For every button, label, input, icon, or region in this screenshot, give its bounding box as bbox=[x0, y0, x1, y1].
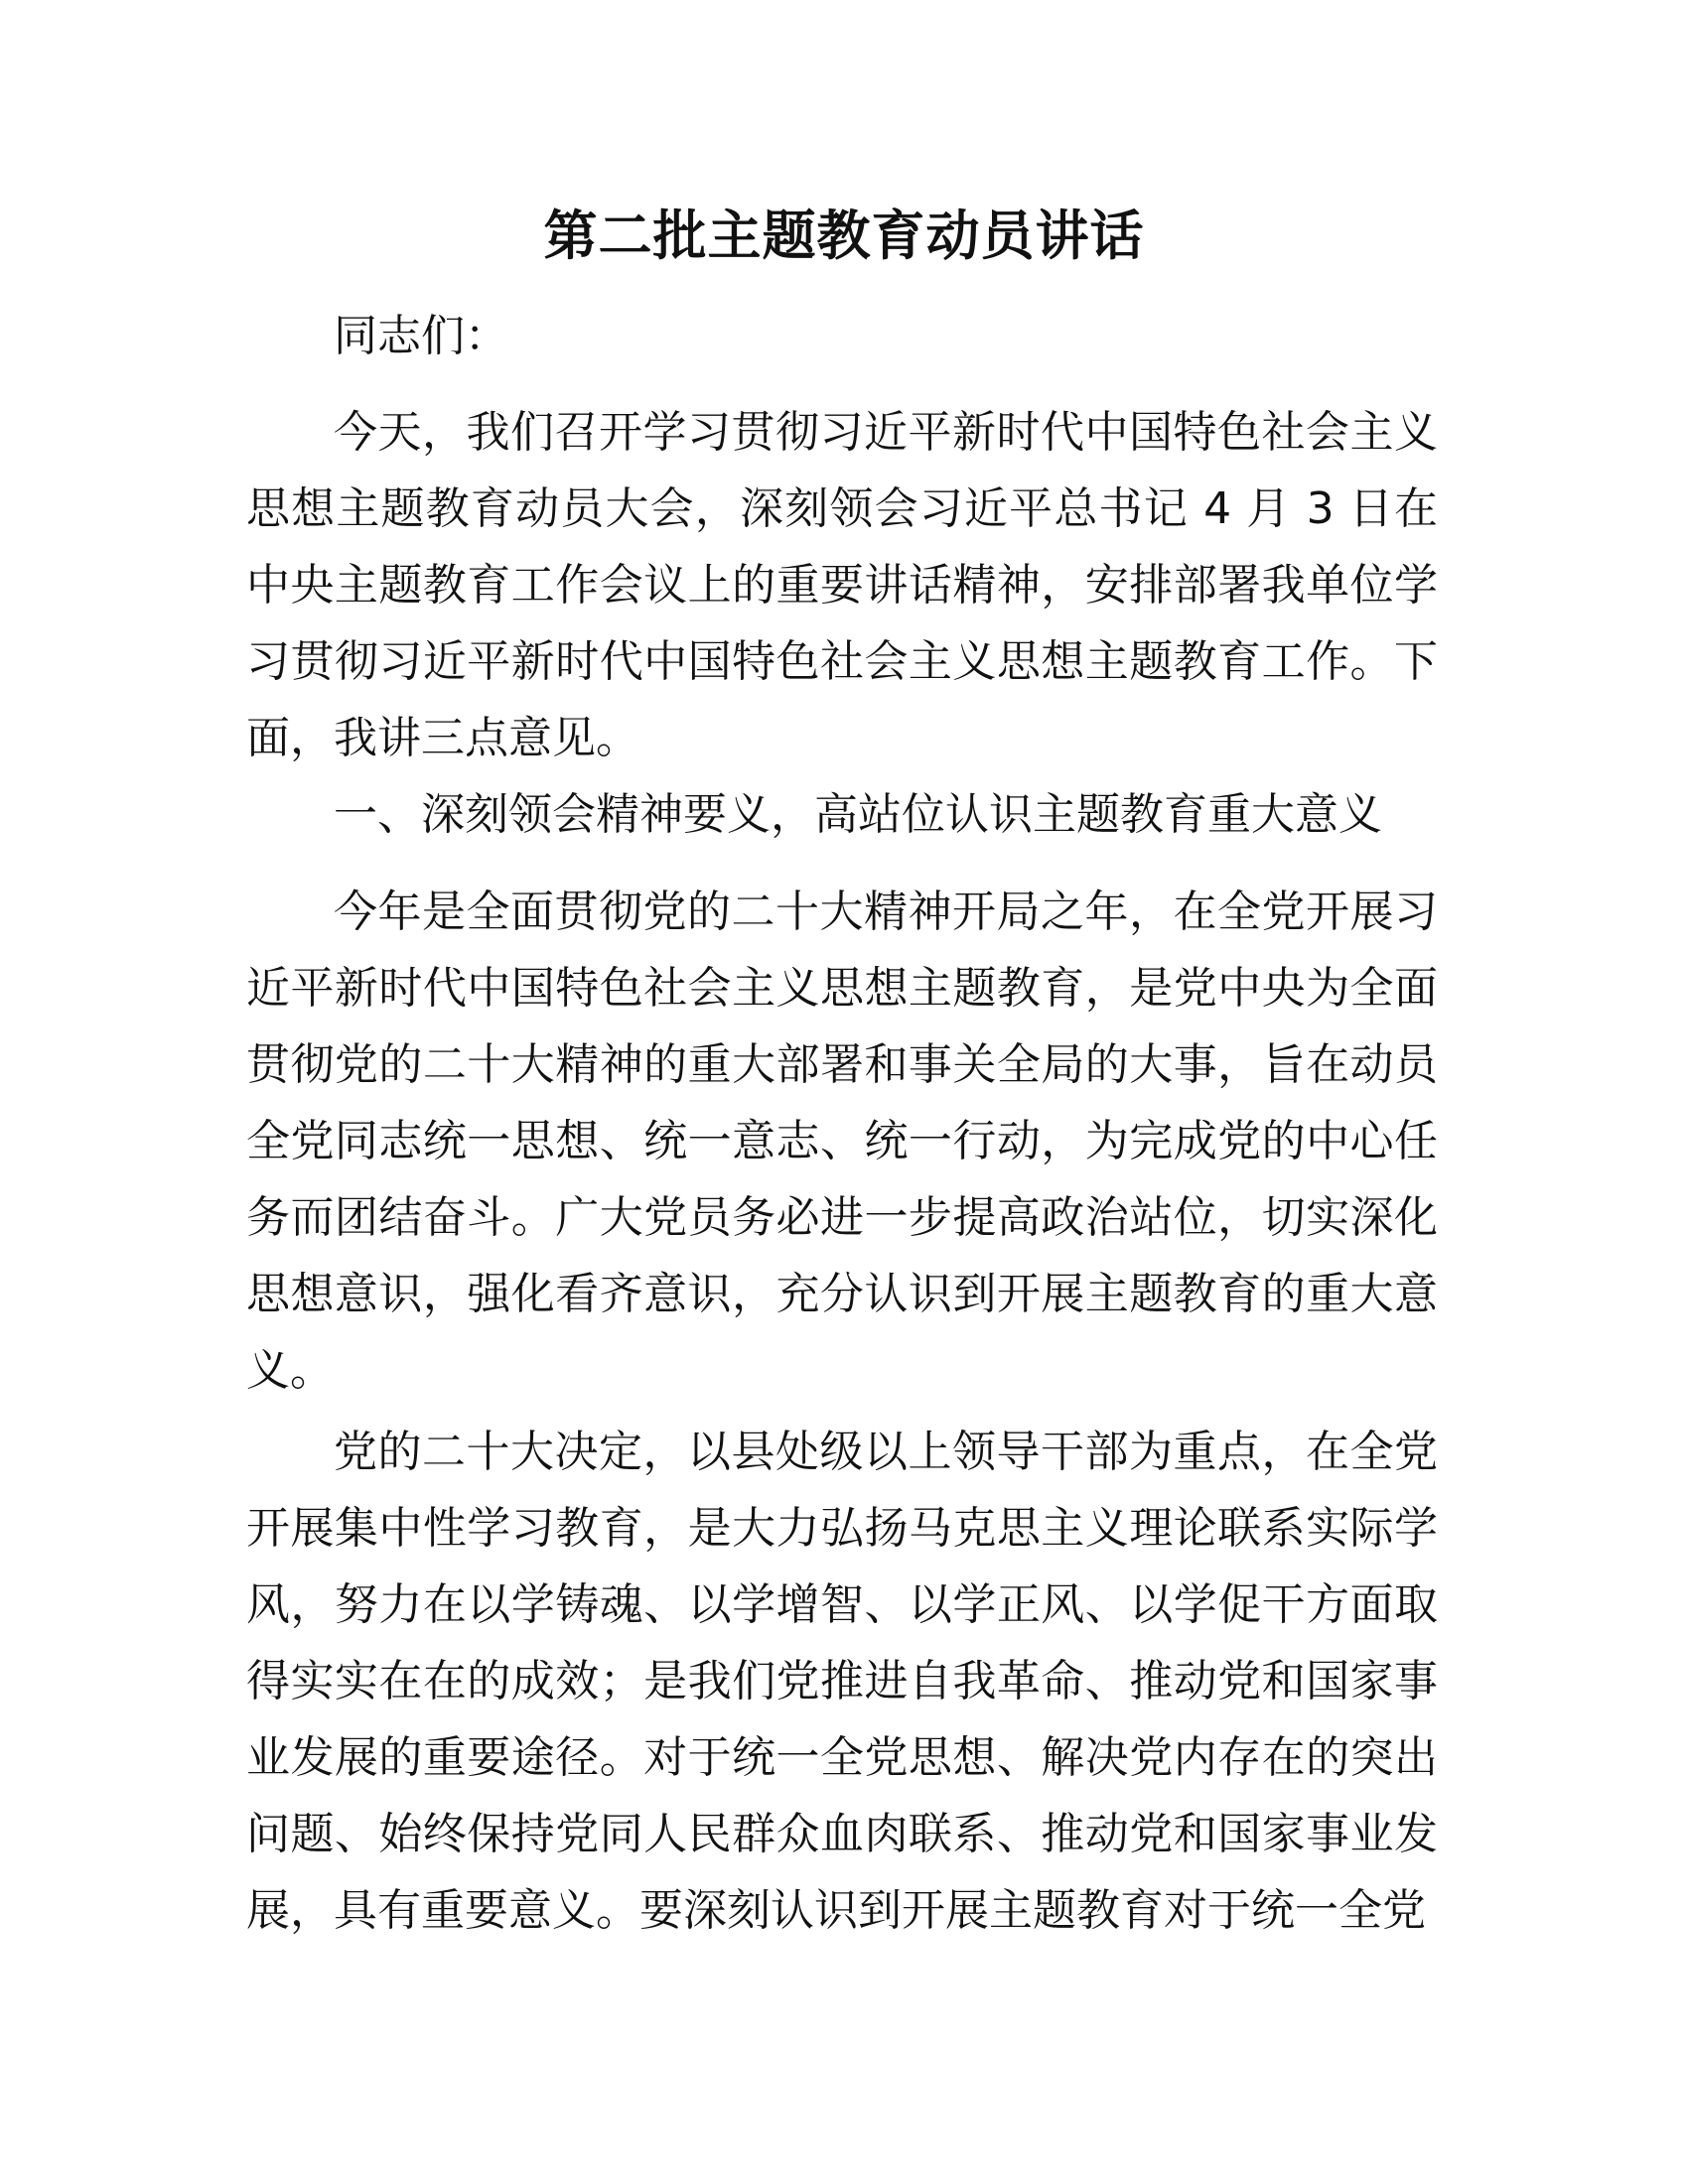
document-title: 第二批主题教育动员讲话 bbox=[543, 205, 1145, 267]
paragraph-significance: 今年是全面贯彻党的二十大精神开局之年，在全党开展习近平新时代中国特色社会主义思想主题教育，是党中央为全面贯彻党的二十大精神的重大部署和事关全局的大事，旨在动员全党同志统一思想、统一意志、统一行动，为完成党的中心任务而团结奋斗。广大党员务必进一步提高政治站位，切实深化思想意识，强化看齐意识，充分认识到开展主题教育的重大意义。 bbox=[246, 887, 1438, 1396]
salutation: 同志们： bbox=[334, 311, 508, 361]
paragraph-intro: 今天，我们召开学习贯彻习近平新时代中国特色社会主义思想主题教育动员大会，深刻领会习近平总书记 4 月 3 日在中央主题教育工作会议上的重要讲话精神，安排部署我单位学习贯彻习近平新时代中国特色社会主义思想主题教育工作。下面，我讲三点意见。 bbox=[246, 407, 1438, 763]
section-heading-1: 一、深刻领会精神要义，高站位认识主题教育重大意义 bbox=[334, 789, 1382, 840]
paragraph-decision: 党的二十大决定，以县处级以上领导干部为重点，在全党开展集中性学习教育，是大力弘扬马克思主义理论联系实际学风，努力在以学铸魂、以学增智、以学正风、以学促干方面取得实实在在的成效；是我们党推进自我革命、推动党和国家事业发展的重要途径。对于统一全党思想、解决党内存在的突出问题、始终保持党同人民群众血肉联系、推动党和国家事业发展，具有重要意义。要深刻认识到开展主题教育对于统一全党 bbox=[246, 1427, 1438, 1936]
